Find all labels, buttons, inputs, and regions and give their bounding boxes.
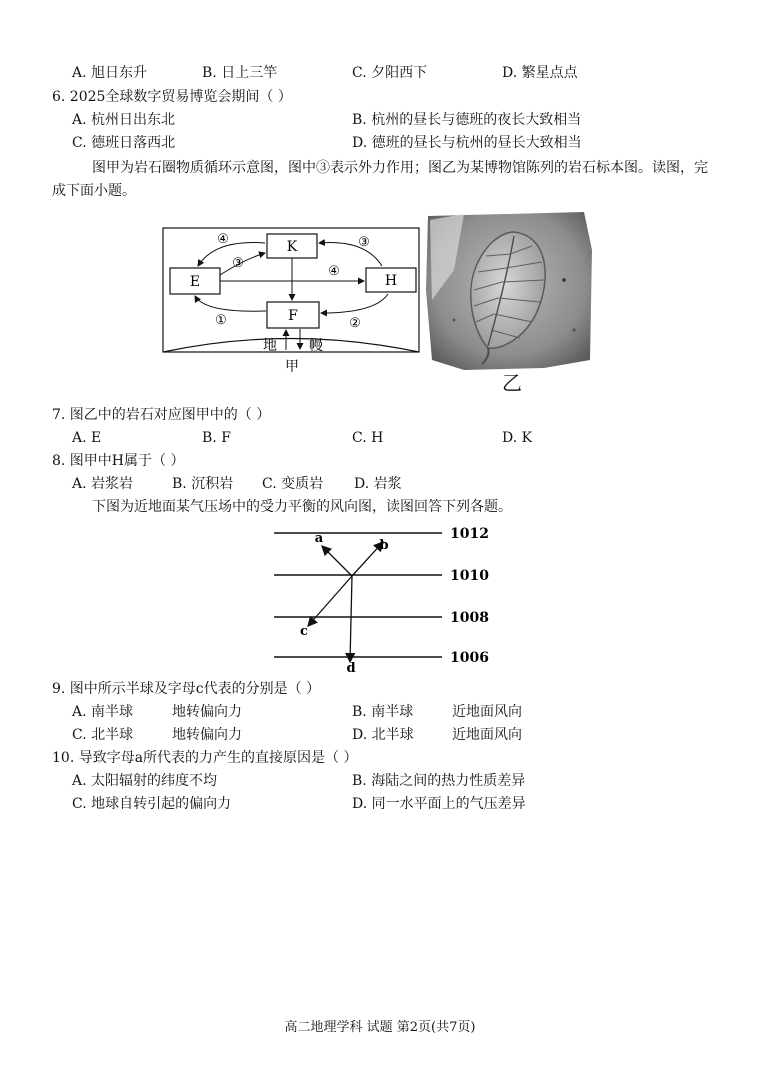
intro-wind: 下图为近地面某气压场中的受力平衡的风向图，读图回答下列各题。 (92, 499, 512, 515)
q9-option-a-hemisphere: A. 南半球 (72, 704, 134, 720)
q5-option-b: B. 日上三竿 (202, 65, 278, 81)
arrow-h-to-k (319, 242, 382, 266)
q10-option-a: A. 太阳辐射的纬度不均 (72, 773, 218, 789)
num-1: ① (215, 313, 227, 328)
arrow-h-to-f (321, 294, 388, 313)
box-f-label: F (288, 308, 298, 324)
ground-arc (163, 339, 419, 353)
label-man: 幔 (309, 338, 323, 354)
rock-specimen-photo (424, 210, 594, 396)
q8-option-d: D. 岩浆 (354, 476, 402, 492)
q6-option-b: B. 杭州的昼长与德班的夜长大致相当 (352, 112, 582, 128)
q10-option-b: B. 海陆之间的热力性质差异 (352, 773, 526, 789)
isobar-label-1008: 1008 (450, 610, 489, 626)
q7-stem: 7. 图乙中的岩石对应图甲中的（ ） (52, 407, 271, 423)
box-e-label: E (189, 274, 201, 290)
num-3-left: ③ (232, 256, 244, 271)
q5-option-a: A. 旭日东升 (72, 65, 148, 81)
q9-option-d-meaning: 近地面风向 (452, 727, 522, 743)
q8-stem: 8. 图甲中H属于（ ） (52, 453, 185, 469)
q10-stem: 10. 导致字母a所代表的力产生的直接原因是（ ） (52, 750, 358, 766)
isobar-label-1006: 1006 (450, 650, 489, 666)
isobar-label-1012: 1012 (450, 526, 489, 542)
q9-stem: 9. 图中所示半球及字母c代表的分别是（ ） (52, 681, 321, 697)
vector-d-label: d (346, 661, 356, 672)
q6-option-d: D. 德班的昼长与杭州的昼长大致相当 (352, 135, 582, 151)
q6-option-a: A. 杭州日出东北 (72, 112, 176, 128)
q9-option-c-meaning: 地转偏向力 (172, 727, 242, 743)
q10-option-c: C. 地球自转引起的偏向力 (72, 796, 232, 812)
rock-cycle-diagram (160, 225, 422, 375)
page-footer: 高二地理学科 试题 第2页(共7页) (284, 1020, 476, 1035)
arrow-f-to-e (195, 296, 266, 311)
q9-option-b-hemisphere: B. 南半球 (352, 704, 414, 720)
num-3-right: ③ (358, 235, 370, 250)
q9-option-b-meaning: 近地面风向 (452, 704, 522, 720)
vector-a-label: a (314, 531, 324, 546)
box-k-label: K (286, 239, 298, 255)
q7-option-d: D. K (502, 430, 533, 446)
wind-diagram (270, 520, 500, 672)
q5-option-c: C. 夕阳西下 (352, 65, 428, 81)
q8-option-a: A. 岩浆岩 (72, 476, 134, 492)
q9-option-d-hemisphere: D. 北半球 (352, 727, 414, 743)
q8-option-c: C. 变质岩 (262, 476, 324, 492)
num-4-left: ④ (217, 232, 229, 247)
vector-b (352, 542, 383, 576)
q5-option-d: D. 繁星点点 (502, 65, 578, 81)
vector-c-label: c (300, 624, 308, 639)
q6-stem: 6. 2025全球数字贸易博览会期间（ ） (52, 89, 292, 105)
q10-option-d: D. 同一水平面上的气压差异 (352, 796, 526, 812)
label-di: 地 (263, 338, 277, 354)
vector-c (308, 576, 352, 626)
q8-option-b: B. 沉积岩 (172, 476, 234, 492)
q7-option-b: B. F (202, 430, 231, 446)
q7-option-a: A. E (72, 430, 102, 446)
vector-a (322, 546, 352, 576)
num-2: ② (349, 316, 361, 331)
intro-rock: 图甲为岩石圈物质循环示意图，图中③表示外力作用；图乙为某博物馆陈列的岩石标本图。读图，完成下面小题。 (52, 160, 708, 199)
vector-d (350, 576, 352, 662)
num-4-mid: ④ (328, 264, 340, 279)
q9-option-a-meaning: 地转偏向力 (172, 704, 242, 720)
caption-yi: 乙 (502, 371, 522, 395)
box-h-label: H (384, 273, 398, 289)
caption-jia: 甲 (285, 359, 299, 375)
q6-option-c: C. 德班日落西北 (72, 135, 176, 151)
vector-b-label: b (379, 538, 389, 553)
q7-option-c: C. H (352, 430, 384, 446)
q9-option-c-hemisphere: C. 北半球 (72, 727, 134, 743)
isobar-label-1010: 1010 (450, 568, 489, 584)
